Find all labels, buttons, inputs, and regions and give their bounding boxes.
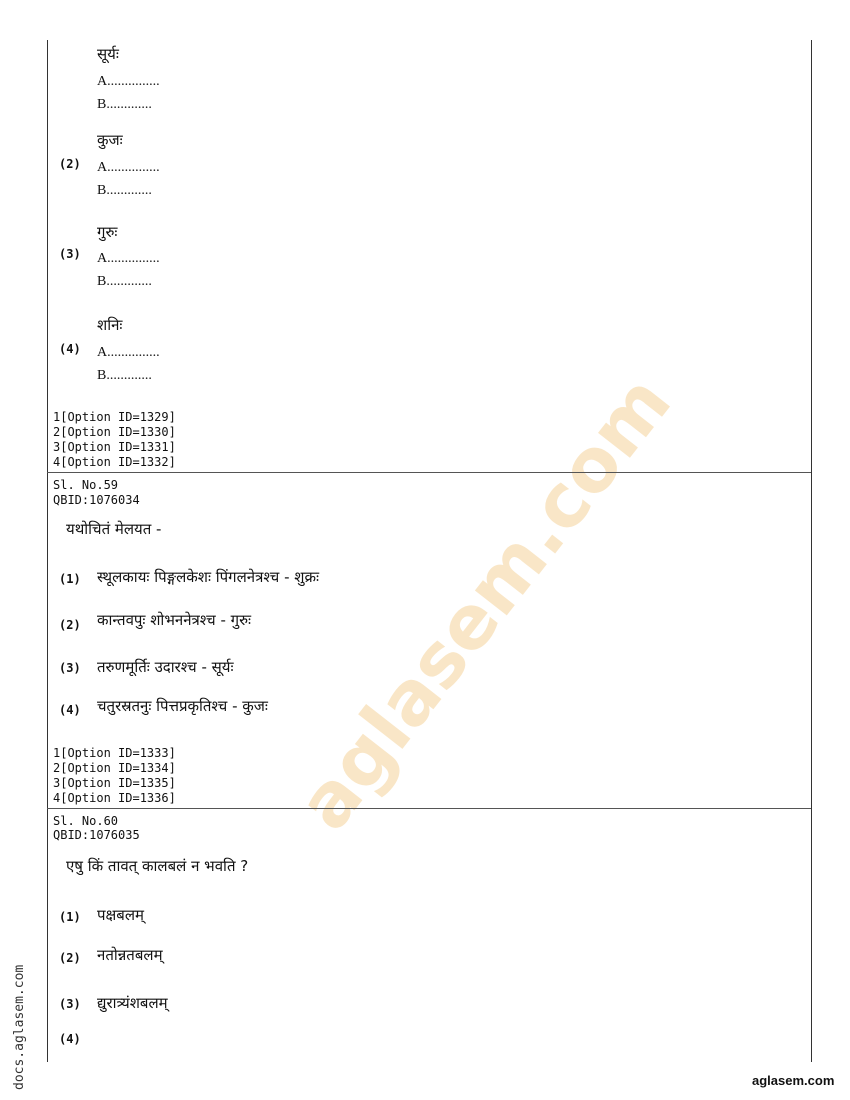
option-id: 1[Option ID=1333] [53, 746, 176, 760]
option-id: 3[Option ID=1331] [53, 440, 176, 454]
q58-blank-b: B............. [97, 183, 152, 198]
q58-blank-b: B............. [97, 274, 152, 289]
option-text: नतोन्नतबलम् [97, 946, 163, 964]
option-number: (3) [59, 661, 81, 675]
option-id: 4[Option ID=1332] [53, 455, 176, 469]
option-id: 1[Option ID=1329] [53, 410, 176, 424]
q58-heading: गुरुः [97, 223, 118, 241]
option-text: पक्षबलम् [97, 906, 144, 924]
option-text: चतुरस्रतनुः पित्तप्रकृतिश्च - कुजः [97, 697, 268, 715]
q58-option-number: (3) [59, 247, 81, 261]
q58-blank-b: B............. [97, 368, 152, 383]
option-number: (1) [59, 572, 81, 586]
option-id: 2[Option ID=1334] [53, 761, 176, 775]
q58-blank-a: A............... [97, 251, 160, 266]
footer-brand: aglasem.com [752, 1073, 835, 1088]
option-number: (4) [59, 703, 81, 717]
option-id: 2[Option ID=1330] [53, 425, 176, 439]
q58-blank-a: A............... [97, 345, 160, 360]
q58-blank-a: A............... [97, 74, 160, 89]
watermark: aglasem.com [281, 360, 688, 846]
q58-heading: सूर्यः [97, 45, 119, 63]
page-frame [47, 40, 812, 1062]
q58-option-number: (4) [59, 342, 81, 356]
option-id: 4[Option ID=1336] [53, 791, 176, 805]
option-number: (2) [59, 618, 81, 632]
q58-heading: कुजः [97, 131, 123, 149]
option-id-list [53, 410, 176, 470]
option-text: द्युरात्र्यंशबलम् [97, 994, 168, 1012]
q58-blank-b: B............. [97, 97, 152, 112]
side-watermark: docs.aglasem.com [12, 964, 27, 1090]
question-text: यथोचितं मेलयत - [66, 520, 162, 538]
question-text: एषु किं तावत् कालबलं न भवति ? [66, 857, 249, 875]
option-text: कान्तवपुः शोभननेत्रश्च - गुरुः [97, 611, 252, 629]
option-id: 3[Option ID=1335] [53, 776, 176, 790]
serial-number: Sl. No.59 [53, 478, 119, 492]
option-number: (4) [59, 1032, 81, 1046]
qbid: QBID:1076035 [53, 828, 140, 842]
option-number: (1) [59, 910, 81, 924]
q58-heading: शनिः [97, 316, 123, 334]
option-text: स्थूलकायः पिङ्गलकेशः पिंगलनेत्रश्च - शुक्रः [97, 568, 320, 586]
option-text: तरुणमूर्तिः उदारश्च - सूर्यः [97, 658, 234, 676]
option-number: (3) [59, 997, 81, 1011]
qbid: QBID:1076034 [53, 493, 140, 507]
question-divider [47, 472, 811, 473]
question-divider [47, 808, 811, 809]
q58-option-number: (2) [59, 157, 81, 171]
q58-blank-a: A............... [97, 160, 160, 175]
option-number: (2) [59, 951, 81, 965]
serial-number: Sl. No.60 [53, 814, 119, 828]
option-id-list [53, 746, 176, 806]
